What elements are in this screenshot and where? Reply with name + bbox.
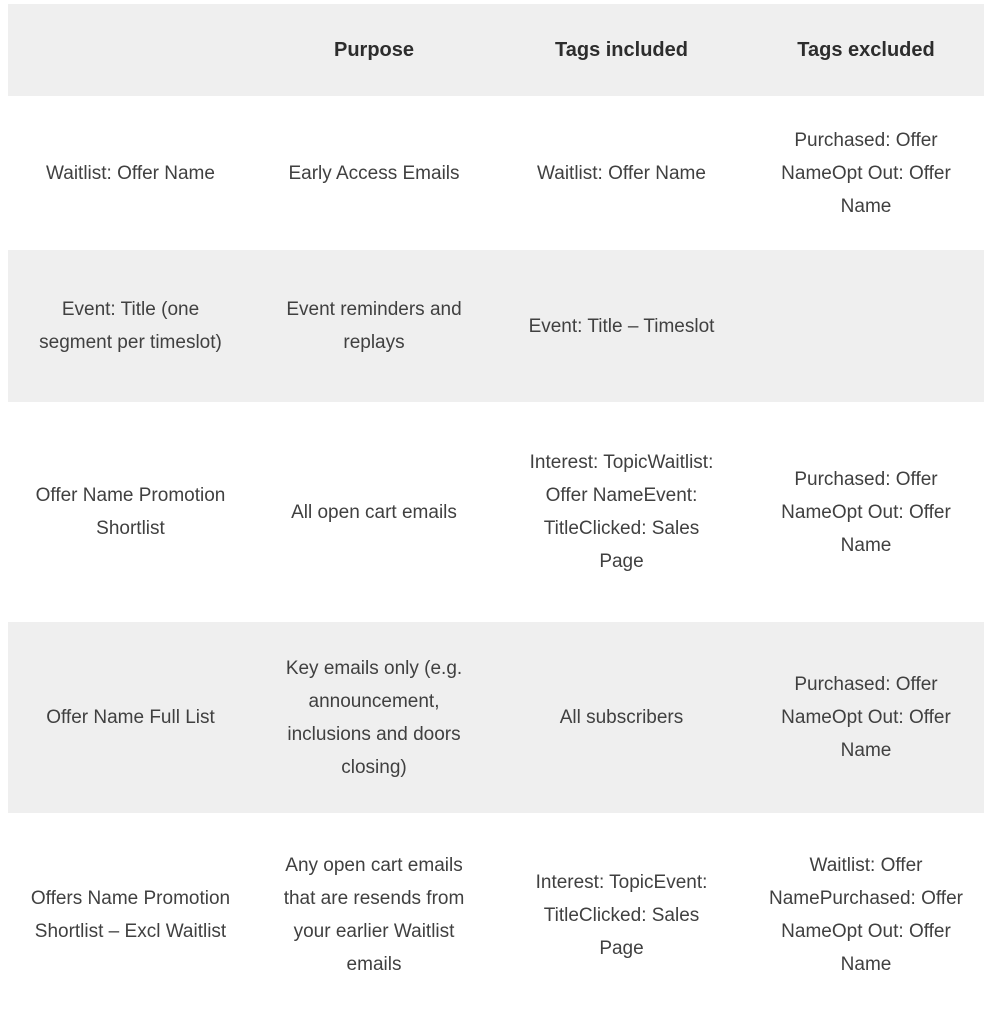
table-cell: Event: Title – Timeslot <box>528 315 715 337</box>
table-cell: Key emails only (e.g. announcement, inclusions and doors closing) <box>285 657 463 778</box>
table-row-promotion-shortlist <box>8 402 984 622</box>
table-cell: Offer Name Promotion Shortlist <box>35 485 226 539</box>
header-cell-blank <box>8 4 253 96</box>
table-cell: Offer Name Full List <box>46 707 215 728</box>
table-cell: Waitlist: Offer Name <box>537 162 706 184</box>
table-row-waitlist <box>8 96 984 250</box>
table-cell: Any open cart emails that are resends from your earlier Waitlist emails <box>283 855 465 975</box>
table-row-full-list <box>8 622 984 813</box>
table-cell: Purchased: Offer NameOpt Out: Offer Name <box>781 129 951 217</box>
table-cell: Offers Name Promotion Shortlist – Excl Waitlist <box>30 888 231 942</box>
table-cell: Interest: TopicWaitlist: Offer NameEvent: TitleClicked: Sales Page <box>529 452 714 572</box>
table-row-event-title <box>8 250 984 402</box>
table-cell: Purchased: Offer NameOpt Out: Offer Name <box>781 674 951 761</box>
table-header-row <box>8 4 984 96</box>
header-cell-purpose: Purpose <box>333 39 415 61</box>
table-row-shortlist-excl-waitlist <box>8 813 984 1017</box>
table-cell: All subscribers <box>559 707 684 728</box>
table-cell <box>748 250 984 402</box>
table-cell: Interest: TopicEvent: TitleClicked: Sales Page <box>535 871 708 959</box>
table-cell: Waitlist: Offer Name <box>46 162 215 184</box>
segments-table <box>8 4 984 1017</box>
header-cell-tags-excluded: Tags excluded <box>797 39 935 61</box>
table-cell: Event: Title (one segment per timeslot) <box>39 299 222 353</box>
header-cell-tags-included: Tags included <box>555 39 688 61</box>
table-cell: Purchased: Offer NameOpt Out: Offer Name <box>781 468 951 556</box>
table-cell: Event reminders and replays <box>286 299 462 353</box>
table-cell: All open cart emails <box>291 501 457 523</box>
table-cell: Early Access Emails <box>288 162 460 184</box>
table-cell: Waitlist: Offer NamePurchased: Offer NameOpt Out: Offer Name <box>769 855 963 975</box>
